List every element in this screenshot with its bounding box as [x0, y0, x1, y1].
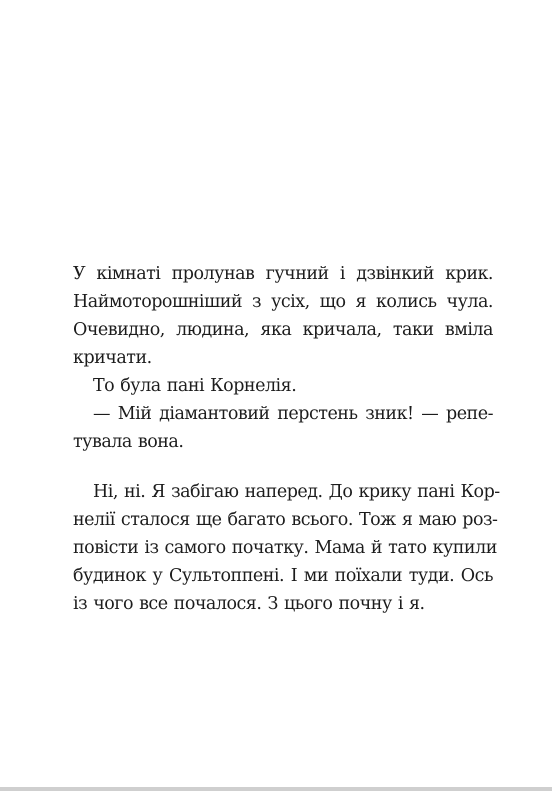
- text-line: У кімнаті пролунав гучний і дзвінкий крик.: [73, 264, 493, 284]
- text-line: Очевидно, людина, яка кричала, таки вміла: [73, 320, 493, 340]
- text-line: нелії сталося ще багато всього. Тож я маю роз-: [73, 510, 498, 530]
- text-line: Наймоторошніший з усіх, що я колись чула.: [73, 292, 493, 312]
- page-bottom-edge: [0, 787, 552, 791]
- text-line: будинок у Сультоппені. І ми поїхали туди. Ось: [73, 566, 493, 586]
- text-line: повісти із самого початку. Мама й тато купили: [73, 538, 497, 558]
- text-line: То була пані Корнелія.: [93, 376, 297, 396]
- text-line: тувала вона.: [73, 432, 184, 452]
- text-line: — Мій діамантовий перстень зник! — репе-: [93, 404, 493, 424]
- text-line: із чого все почалося. З цього почну і я.: [73, 594, 425, 614]
- text-line: Ні, ні. Я забігаю наперед. До крику пані Кор-: [93, 482, 500, 502]
- text-line: кричати.: [73, 348, 152, 368]
